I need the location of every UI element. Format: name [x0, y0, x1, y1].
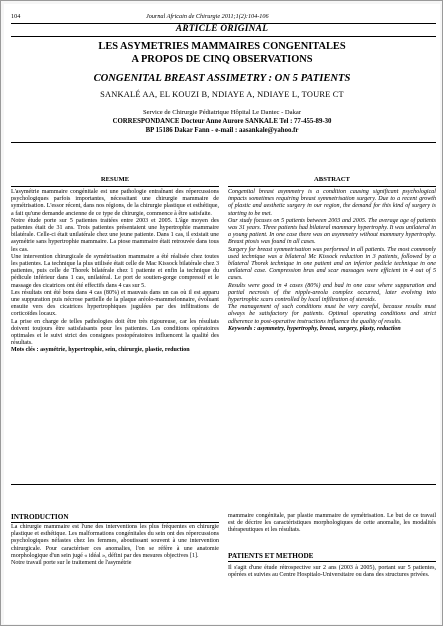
- abstract-keywords-values: asymmetry, hypertrophy, breast, surgery, plasty, reduction: [257, 325, 401, 332]
- abstract-paragraph: Surgery for breast symmetrisation was performed in all patients. The most commonly used technique was a bilateral Mc Kissock reduction in 3 patients, followed by a bilateral Thorek technique in one patient and an inferior pedicle technique in one unilateral case. Compression bras and scar massages were efficient in 4 out of 5 cases.: [228, 246, 436, 282]
- introduction-heading-rule: [11, 522, 219, 523]
- abstract-keywords-label: Keywords :: [228, 325, 256, 332]
- patients-methode-heading: PATIENTS ET METHODE: [228, 552, 314, 560]
- resume-paragraph: Une intervention chirurgicale de symétrisation mammaire a été réalisée chez toutes les patientes. La technique la plus utilisée était celle de Mac Kissock bilatérale chez 3 patientes, puis celle de Thorek bilatérale chez 1 patiente et enfin la technique du pédicule inférieur dans 1 cas, unilatéral. Le port de soutien-gorge compressif et le massage des cicatrices ont été effectifs dans 4 cas sur 5.: [11, 253, 219, 289]
- resume-heading-rule: [11, 186, 219, 187]
- resume-paragraph: L'asymétrie mammaire congénitale est une pathologie entraînant des répercussions psychologiques parfois importantes, nécessitant une chirurgie mammaire de symétrisation. L'essor récent, dans nos régions, de la chirurgie plastique et esthétique, a fait qu'une demande ancienne de ce type de chirurgie, commence à être satisfaite.: [11, 189, 219, 217]
- resume-keywords-label: Mots clés :: [11, 347, 39, 354]
- affiliation-block: [4, 109, 440, 135]
- abstract-paragraph: The management of such conditions must be very careful, because results must always be satisfactory for patients. Optimal operating conditions and strict adherence to post-operative instructions influence the quality of results.: [228, 304, 436, 325]
- resume-paragraph: Notre étude porte sur 5 patientes traitées entre 2003 et 2005. L'âge moyen des patientes était de 31 ans. Trois patientes présentaient une hypertrophie mammaire bilatérale. Celle-ci était unilatérale chez une jeune patiente. Dans 1 cas, il existait une asymétrie sans hypertrophie mammaire. La ptose mammaire était retrouvée dans tous les cas.: [11, 217, 219, 253]
- abstract-heading-rule: [228, 186, 436, 187]
- page-number: 104: [11, 13, 21, 20]
- abstract-body: [228, 189, 436, 333]
- title-french: [4, 40, 440, 66]
- resume-paragraph: La prise en charge de telles pathologies doit être très rigoureuse, car les résultats doivent toujours être satisfaisants pour les patientes. Les conditions opératoires optimales et le suivi strict des consignes postopératoires influencent la qualité des résultats.: [11, 318, 219, 347]
- patients-methode-heading-rule: [228, 561, 436, 562]
- abstract-heading: ABSTRACT: [314, 176, 350, 183]
- introduction-paragraph: Notre travail porte sur le traitement de l'asymétrie: [11, 560, 132, 567]
- introduction-paragraph: La chirurgie mammaire est l'une des interventions les plus fréquentes en chirurgie plastique et esthétique. Les malformations congénitales du sein ont des répercussions psychologiques néfastes chez les femmes, aboutissant souvent à une intervention chirurgicale. Pour caractériser ces anomalies, l'on se réfère à une anatomie morphologique d'un sein jugé « idéal », défini par des mesures objectives [1].: [11, 524, 219, 559]
- abstract-paragraph: Congenital breast asymmetry is a condition causing significant psychological impacts sometimes requiring breast symmetrisation surgery. Due to a recent growth of plastic and aesthetic surgery in our region, the demand for this kind of surgery is starting to be met.: [228, 189, 436, 217]
- title-english: CONGENITAL BREAST ASSIMETRY : ON 5 PATIENTS: [93, 73, 351, 84]
- introduction-body: [11, 524, 219, 567]
- abstract-top-rule: [11, 142, 436, 143]
- author-list: SANKALÉ AA, EL KOUZI B, NDIAYE A, NDIAYE L, TOURE CT: [100, 90, 344, 99]
- title-french-line-1: LES ASYMETRIES MAMMAIRES CONGENITALES: [98, 41, 346, 52]
- resume-paragraph: Les résultats ont été bons dans 4 cas (80%) et mauvais dans un cas où il est apparu une suppuration puis nécrose partielle de la plaque aréolo-mammelonnaire, évoluant ensuite vers des cicatrices hypertrophiques jugulées par des infiltrations de corticoïdes locaux.: [11, 289, 219, 318]
- abstract-paragraph: Our study focuses on 5 patients between 2003 and 2005. The average age of patients was 31 years. Three patients had bilateral mammary hypertrophy. It was unilateral in a young patient. In one case there was an asymmetry without mammary hypertrophy. Breast ptosis was found in all cases.: [228, 217, 436, 246]
- resume-body: [11, 189, 219, 355]
- patients-methode-paragraph: Il s'agit d'une étude rétrospective sur 2 ans (2003 à 2005), portant sur 5 patientes, opérées et suivies au Centre Hospitalo-Universitaire ou dans des structures privées.: [228, 565, 436, 579]
- affiliation-service: Service de Chirurgie Pédiatrique Hôpital Le Dantec - Dakar: [142, 109, 302, 116]
- contact-line: BP 15186 Dakar Fann - e-mail : aasankale@yahoo.fr: [145, 126, 299, 134]
- article-type-rule: [11, 36, 436, 37]
- resume-heading: RESUME: [100, 176, 130, 183]
- abstract-bottom-rule: [11, 484, 436, 485]
- journal-citation: Journal Africain de Chirurgie 2011;1(2):104-106: [146, 13, 269, 20]
- article-sheet: [4, 4, 440, 624]
- abstract-keywords: [228, 326, 436, 333]
- abstract-paragraph: Results were good in 4 cases (80%) and bad in one case where suppuration and partial necrosis of the nipple-areola complex occurred, later evolving into hypertrophic scars controlled by local infiltration of steroids.: [228, 282, 436, 304]
- resume-keywords: [11, 347, 219, 354]
- article-type: ARTICLE ORIGINAL: [175, 24, 269, 34]
- title-french-line-2: A PROPOS DE CINQ OBSERVATIONS: [131, 54, 313, 65]
- introduction-heading: INTRODUCTION: [11, 513, 69, 521]
- aim-paragraph: mammaire congénitale, par plastie mammaire de symétrisation. Le but de ce travail est de décrire les caractéristiques morphologiques de cette anomalie, les modalités thérapeutiques et les résultats.: [228, 513, 436, 534]
- resume-keywords-values: asymétrie, hypertrophie, sein, chirurgie, plastie, reduction: [40, 347, 190, 354]
- correspondence-line: CORRESPONDANCE Docteur Anne Aurore SANKALE Tel : 77-455-89-30: [112, 117, 332, 125]
